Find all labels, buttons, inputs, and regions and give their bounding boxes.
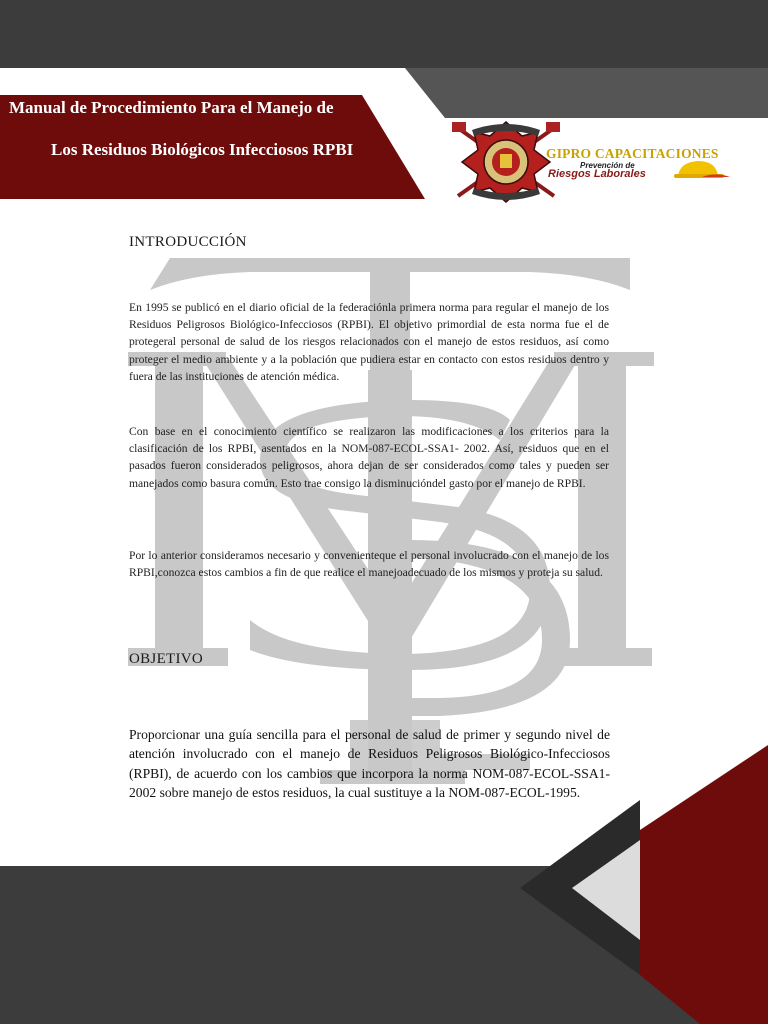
document-title-line-2: Los Residuos Biológicos Infecciosos RPBI — [51, 140, 354, 159]
intro-paragraph-1: En 1995 se publicó en el diario oficial de la federaciónla primera norma para regular el manejo de los Residuos Peligrosos Biológico-Infecciosos (RPBI). El objetivo primordial de esta norma fue el de protegeral personal de salud de los riesgos relacionados con el manejo de estos residuos, así como proteger el medio ambiente y a la población que pudiera estar en contacto con estos residuos dentro y fuera de las instituciones de atención médica. — [129, 301, 609, 383]
intro-paragraph-3: Por lo anterior consideramos necesario y convenienteque el personal involucrado con el manejo de los RPBI,conozca estos cambios a fin de que realice el manejoadecuado de los mismos y proteja su salud. — [129, 549, 609, 580]
firefighter-cross-emblem — [452, 118, 560, 204]
document-title-line-1: Manual de Procedimiento Para el Manejo de — [9, 98, 334, 117]
intro-heading: INTRODUCCIÓN — [129, 234, 247, 250]
brand-tagline-bottom: Riesgos Laborales — [548, 168, 646, 180]
objective-paragraph: Proporcionar una guía sencilla para el personal de salud de primer y segundo nivel de atención involucrado con el manejo de Residuos Peligrosos Biológico-Infecciosos (RPBI), de acuerdo con los cambios que incorpora la norma NOM-087-ECOL-SSA1-2002 sobre manejo de estos residuos, la cual sustituye a la NOM-087-ECOL-1995. — [129, 727, 610, 801]
safety-helmet-icon — [672, 158, 730, 180]
brand-tagline-top: Prevención de — [580, 161, 635, 170]
brand-name: GIPRO CAPACITACIONES — [546, 146, 719, 161]
intro-paragraph-2: Con base en el conocimiento científico se realizaron las modificaciones a los criterios para la clasificación de los RPBI, asentados en la NOM-087-ECOL-SSA1- 2002. Así, residuos que en el pasados fueron considerados peligrosos, ahora dejan de ser considerados como tales y pueden ser manejados como basura común. Esto trae consigo la disminucióndel gasto por el manejo de RPBI. — [129, 425, 609, 490]
objective-heading: OBJETIVO — [129, 651, 204, 667]
